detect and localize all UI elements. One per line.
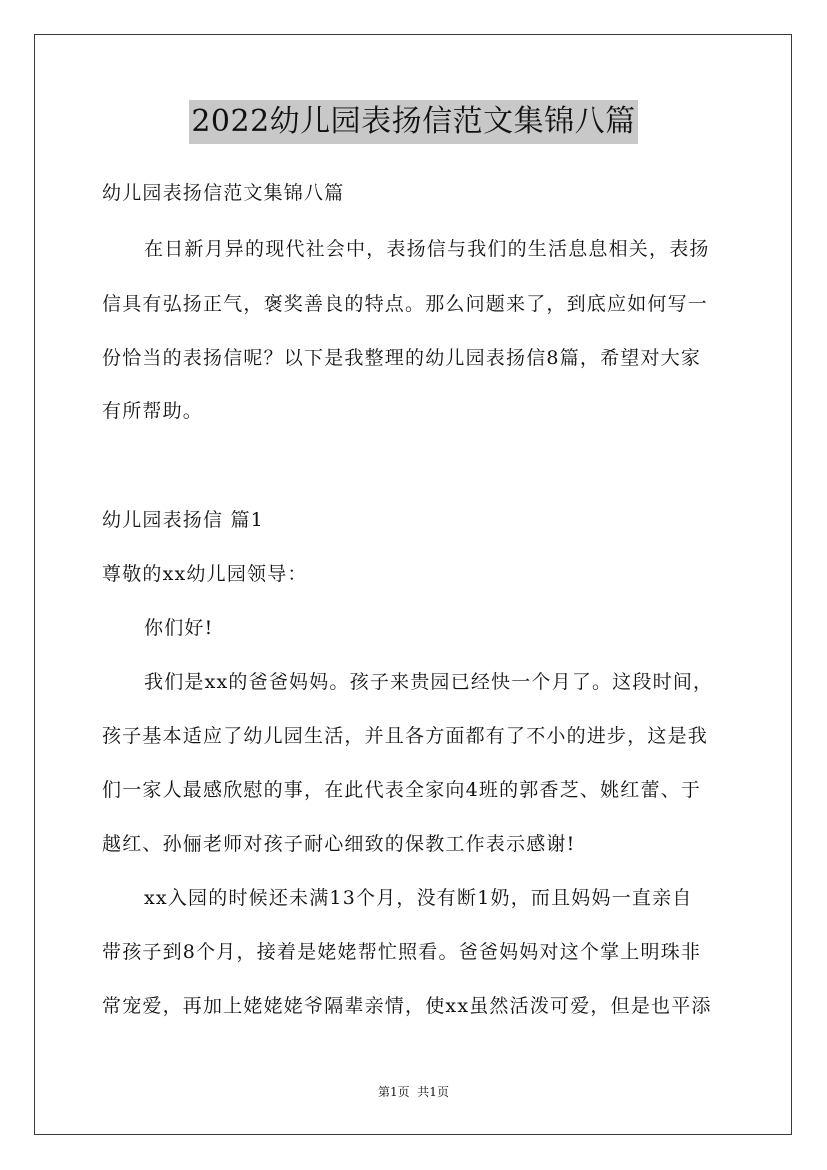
document-title: 2022幼儿园表扬信范文集锦八篇	[189, 100, 637, 144]
document-subtitle: 幼儿园表扬信范文集锦八篇	[102, 182, 345, 204]
paragraph-line: 常宠爱，再加上姥姥姥爷隔辈亲情，使xx虽然活泼可爱，但是也平添	[102, 995, 712, 1017]
title-container	[0, 100, 827, 144]
intro-line: 份恰当的表扬信呢？以下是我整理的幼儿园表扬信8篇，希望对大家	[102, 347, 702, 369]
intro-line: 信具有弘扬正气，褒奖善良的特点。那么问题来了，到底应如何写一	[102, 293, 709, 315]
salutation: 尊敬的xx幼儿园领导：	[102, 563, 308, 585]
paragraph-line: 带孩子到8个月，接着是姥姥帮忙照看。爸爸妈妈对这个掌上明珠非	[102, 941, 702, 963]
paragraph-line: 我们是xx的爸爸妈妈。孩子来贵园已经快一个月了。这段时间，	[144, 671, 714, 693]
greeting: 你们好!	[144, 617, 214, 639]
paragraph-line: 越红、孙俪老师对孩子耐心细致的保教工作表示感谢!	[102, 833, 576, 855]
page-footer: 第1页 共1页	[378, 1085, 449, 1099]
paragraph-line: 们一家人最感欣慰的事，在此代表全家向4班的郭香芝、姚红蕾、于	[102, 779, 702, 801]
section-heading: 幼儿园表扬信 篇1	[102, 509, 264, 531]
intro-line: 在日新月异的现代社会中，表扬信与我们的生活息息相关，表扬	[144, 238, 710, 260]
intro-line: 有所帮助。	[102, 400, 204, 422]
paragraph-line: 孩子基本适应了幼儿园生活，并且各方面都有了不小的进步，这是我	[102, 725, 709, 747]
paragraph-line: xx入园的时候还未满13个月，没有断1奶，而且妈妈一直亲自	[144, 887, 693, 909]
